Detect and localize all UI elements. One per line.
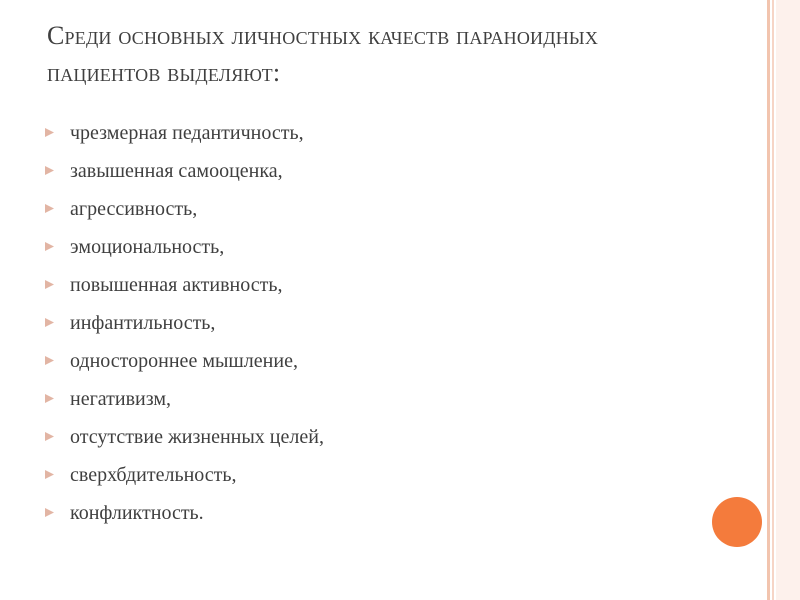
list-item-text: эмоциональность,: [70, 236, 225, 258]
list-item: [45, 306, 695, 344]
list-item-text: чрезмерная педантичность,: [70, 122, 304, 144]
triangle-bullet-icon: [45, 204, 54, 213]
list-item-text: инфантильность,: [70, 312, 216, 334]
triangle-bullet-icon: [45, 242, 54, 251]
frame-border-line-inner: [772, 0, 774, 600]
list-item: [45, 192, 695, 230]
triangle-bullet-icon: [45, 432, 54, 441]
triangle-bullet-icon: [45, 128, 54, 137]
list-item: [45, 344, 695, 382]
list-item-text: негативизм,: [70, 388, 172, 410]
list-item: [45, 268, 695, 306]
triangle-bullet-icon: [45, 470, 54, 479]
list-item: [45, 382, 695, 420]
slide-title-line-2: пациентов выделяют:: [47, 58, 281, 87]
triangle-bullet-icon: [45, 394, 54, 403]
qualities-list: [45, 116, 695, 534]
list-item-text: отсутствие жизненных целей,: [70, 426, 324, 448]
list-item: [45, 116, 695, 154]
triangle-bullet-icon: [45, 166, 54, 175]
triangle-bullet-icon: [45, 280, 54, 289]
frame-border-line: [767, 0, 770, 600]
list-item: [45, 154, 695, 192]
decorative-orange-circle: [712, 497, 762, 547]
list-item-text: конфликтность.: [70, 502, 204, 524]
list-item-text: повышенная активность,: [70, 274, 283, 296]
triangle-bullet-icon: [45, 508, 54, 517]
frame-side-strip: [776, 0, 800, 600]
list-item: [45, 458, 695, 496]
list-item: [45, 420, 695, 458]
list-item-text: агрессивность,: [70, 198, 198, 220]
list-item: [45, 496, 695, 534]
list-item-text: одностороннее мышление,: [70, 350, 298, 372]
slide-title: [47, 17, 747, 91]
list-item: [45, 230, 695, 268]
list-item-text: завышенная самооценка,: [70, 160, 283, 182]
triangle-bullet-icon: [45, 318, 54, 327]
triangle-bullet-icon: [45, 356, 54, 365]
slide-title-line-1: Среди основных личностных качеств параноидных: [47, 21, 599, 50]
list-item-text: сверхбдительность,: [70, 464, 237, 486]
